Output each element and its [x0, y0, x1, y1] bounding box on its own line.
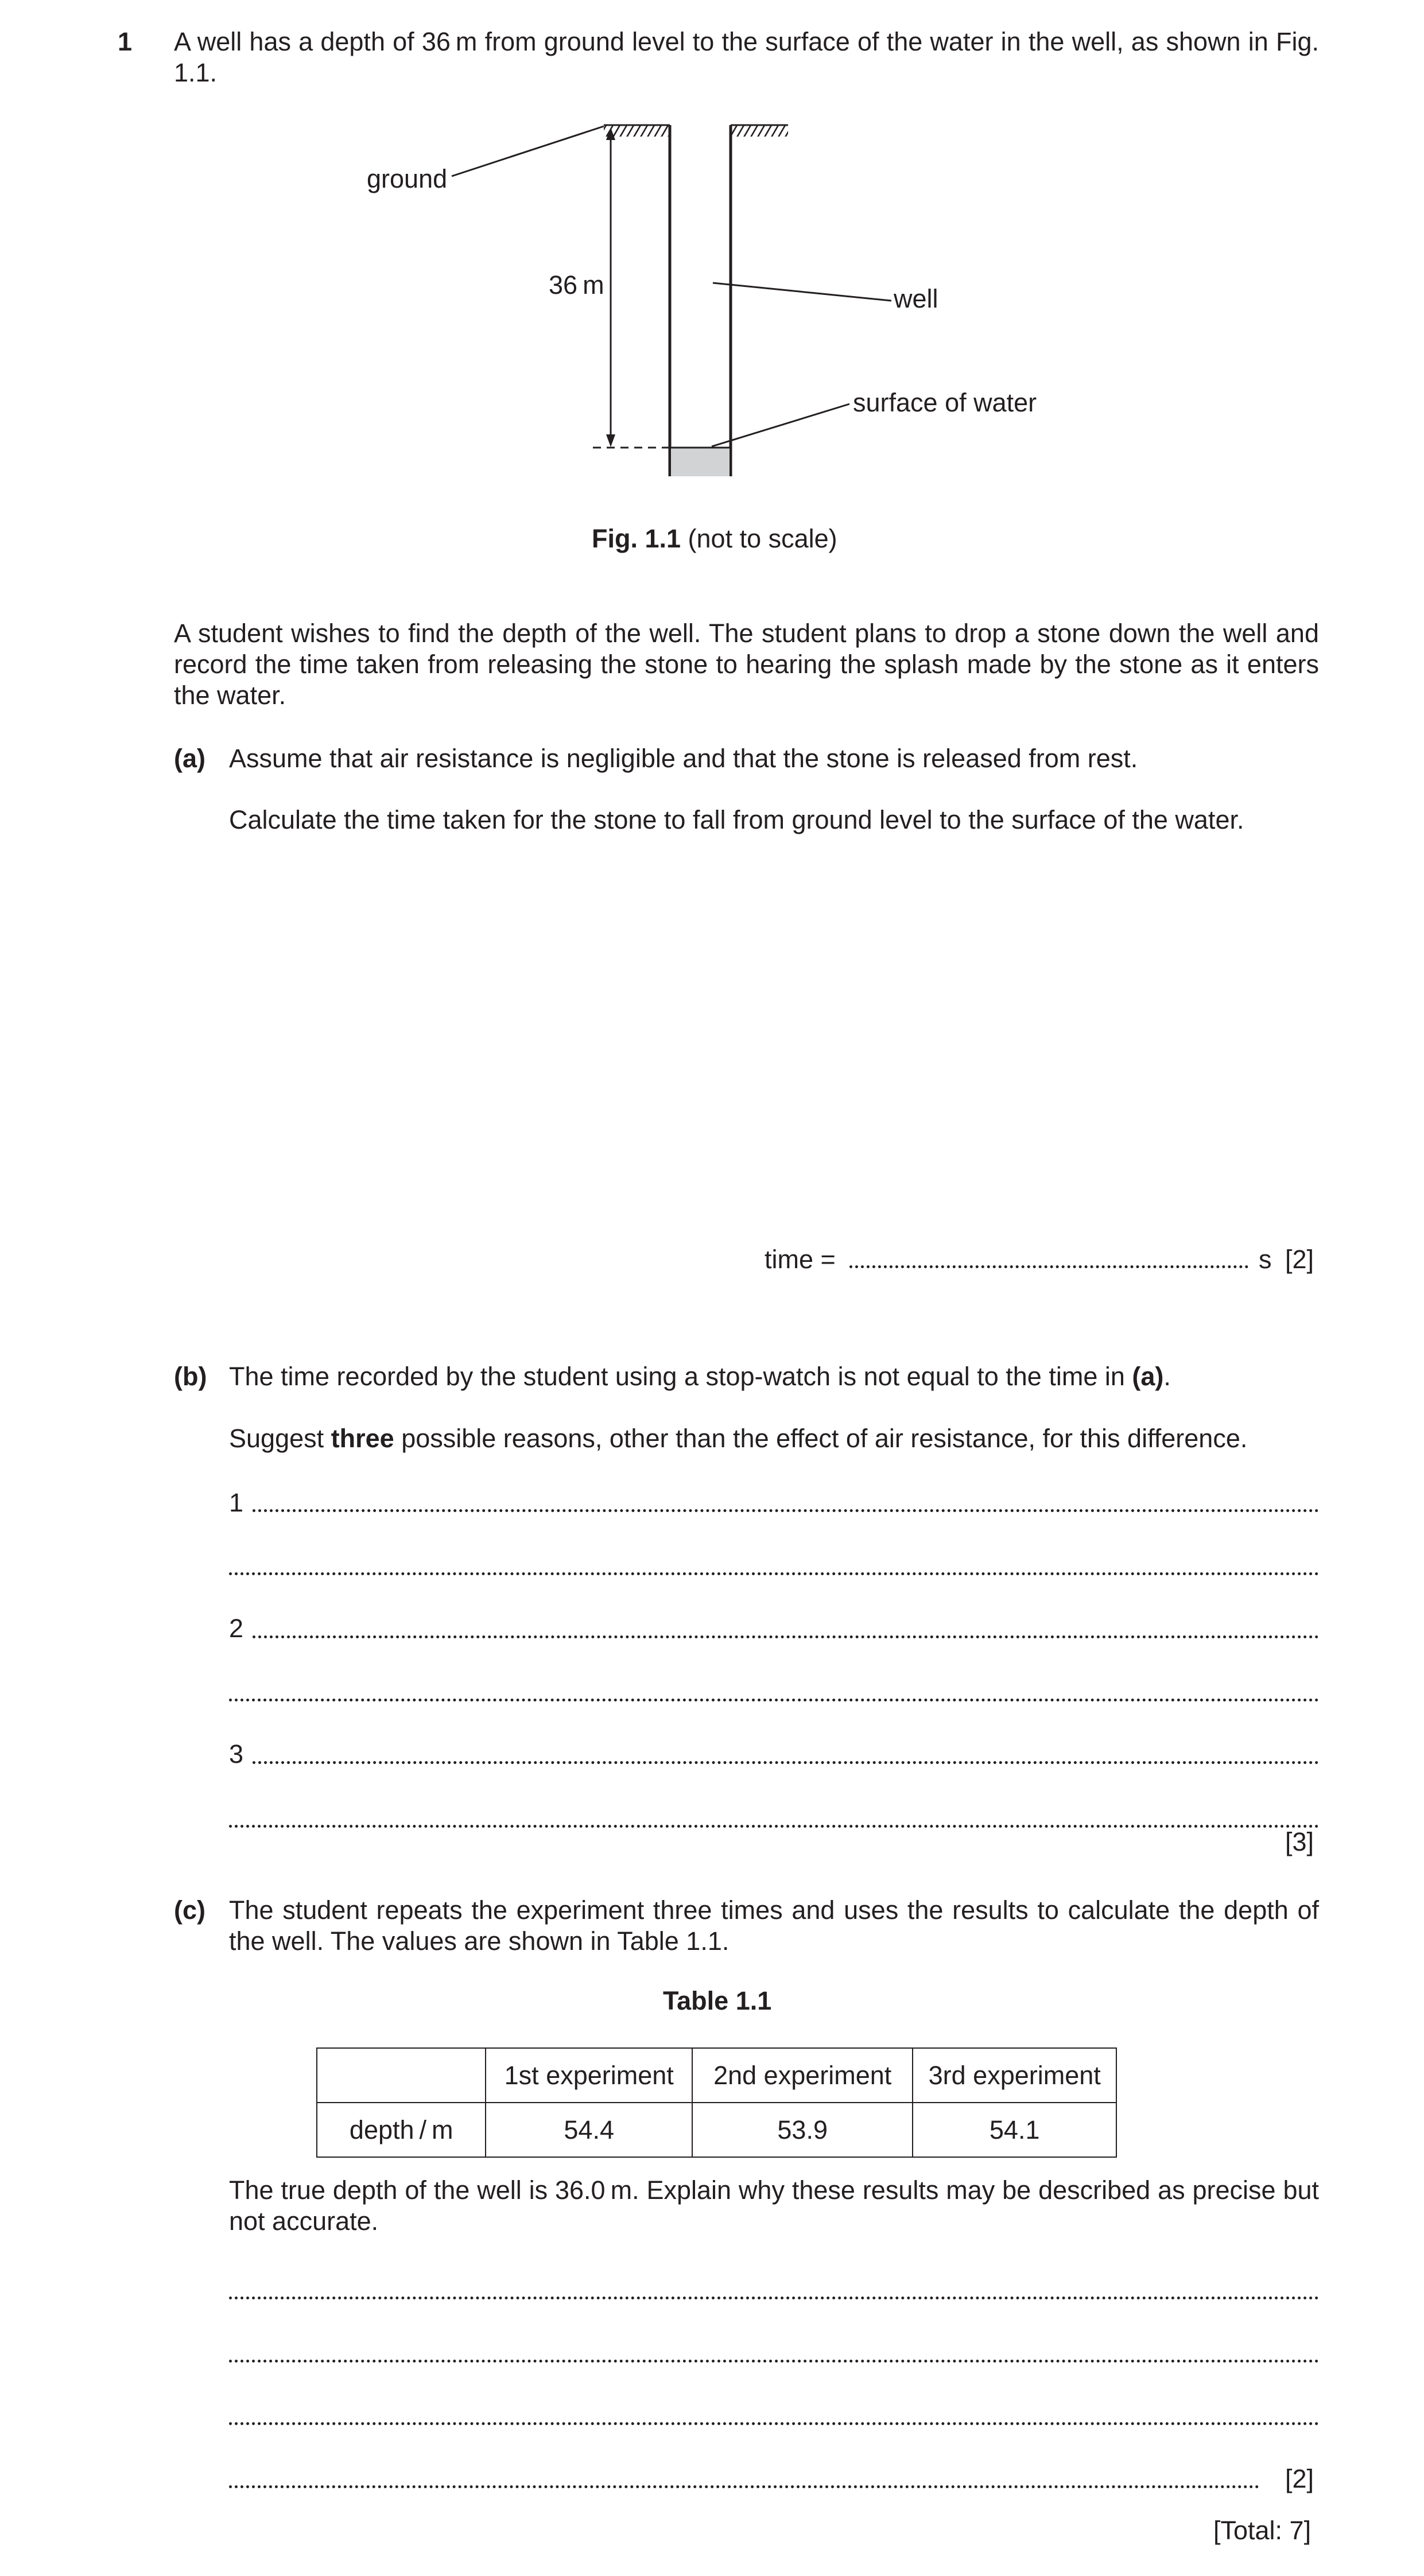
figure-caption-bold: Fig. 1.1	[592, 524, 681, 553]
table-header-1st: 1st experiment	[486, 2048, 692, 2103]
ground-hatch-right	[731, 125, 788, 137]
surface-label: surface of water	[853, 388, 1037, 417]
reason-2-line-1[interactable]	[253, 1635, 1319, 1638]
surface-leader	[712, 404, 849, 446]
answer-c-line-4[interactable]	[229, 2485, 1259, 2488]
reason-2-line-2[interactable]	[229, 1699, 1319, 1701]
table-cell-2nd: 53.9	[692, 2103, 913, 2157]
question-number: 1	[118, 27, 133, 56]
part-b-line1-text: The time recorded by the student using a stop-watch is not equal to the time in	[229, 1362, 1132, 1391]
table-row	[317, 2103, 1116, 2157]
reason-3-line-2[interactable]	[229, 1825, 1319, 1828]
reason-1-line-1[interactable]	[253, 1509, 1319, 1512]
reason-number-1: 1	[229, 1488, 244, 1517]
part-a-label: (a)	[174, 744, 205, 773]
table-cell-1st: 54.4	[486, 2103, 692, 2157]
water-fill	[671, 448, 730, 476]
part-b-line1	[229, 1361, 1319, 1392]
part-b-line2-end: possible reasons, other than the effect of air resistance, for this difference.	[394, 1424, 1248, 1453]
part-c-question: The true depth of the well is 36.0 m. Explain why these results may be described as precise but not accurate.	[229, 2175, 1319, 2236]
question-context: A student wishes to find the depth of the well. The student plans to drop a stone down the well and record the time taken from releasing the stone to hearing the splash made by the stone as it enters the water.	[174, 619, 1319, 710]
answer-time-line[interactable]	[849, 1265, 1248, 1268]
table-header-3rd: 3rd experiment	[913, 2048, 1116, 2103]
part-b-line2-bold: three	[331, 1424, 394, 1453]
reason-3-line-1[interactable]	[253, 1761, 1319, 1764]
answer-c-line-2[interactable]	[229, 2360, 1319, 2363]
part-c-intro: The student repeats the experiment three times and uses the results to calculate the depth of the well. The values are shown in Table 1.1.	[229, 1895, 1319, 1956]
answer-c-line-3[interactable]	[229, 2422, 1319, 2425]
table-header-row	[317, 2048, 1116, 2103]
part-b-line1-end: .	[1163, 1362, 1171, 1391]
part-b-line2-text: Suggest	[229, 1424, 331, 1453]
depth-arrow-head-bottom	[606, 434, 615, 447]
ground-leader	[452, 126, 604, 176]
table-row-label: depth / m	[317, 2103, 486, 2157]
part-b-label: (b)	[174, 1362, 207, 1391]
answer-c-line-1[interactable]	[229, 2297, 1319, 2299]
depth-label: 36 m	[549, 270, 604, 300]
part-b-line1-ref: (a)	[1132, 1362, 1164, 1391]
well-label: well	[894, 284, 938, 313]
table-header-empty	[317, 2048, 486, 2103]
depth-table	[316, 2047, 1117, 2158]
part-a-marks: [2]	[1285, 1245, 1314, 1274]
answer-time-unit: s	[1259, 1245, 1272, 1274]
ground-label: ground	[367, 164, 448, 193]
part-a-line1: Assume that air resistance is negligible and that the stone is released from rest.	[229, 744, 1138, 773]
well-diagram	[0, 115, 1424, 494]
table-title: Table 1.1	[663, 1986, 772, 2015]
figure-caption-rest: (not to scale)	[681, 524, 837, 553]
reason-1-line-2[interactable]	[229, 1572, 1319, 1575]
answer-time-prefix: time =	[765, 1245, 836, 1274]
part-b-marks: [3]	[1285, 1827, 1314, 1856]
part-b-line2	[229, 1423, 1319, 1454]
part-c-marks: [2]	[1285, 2464, 1314, 2493]
question-intro: A well has a depth of 36 m from ground level to the surface of the water in the well, as shown in Fig. 1.1.	[174, 27, 1319, 87]
well-leader	[713, 283, 891, 301]
total-marks: [Total: 7]	[1213, 2516, 1312, 2545]
part-c-label: (c)	[174, 1895, 205, 1925]
reason-number-3: 3	[229, 1739, 244, 1769]
table-cell-3rd: 54.1	[913, 2103, 1116, 2157]
table-header-2nd: 2nd experiment	[692, 2048, 913, 2103]
figure-caption	[592, 523, 837, 554]
part-a-line2: Calculate the time taken for the stone to fall from ground level to the surface of the water.	[229, 805, 1244, 834]
reason-number-2: 2	[229, 1614, 244, 1643]
ground-hatch-left	[604, 125, 670, 137]
